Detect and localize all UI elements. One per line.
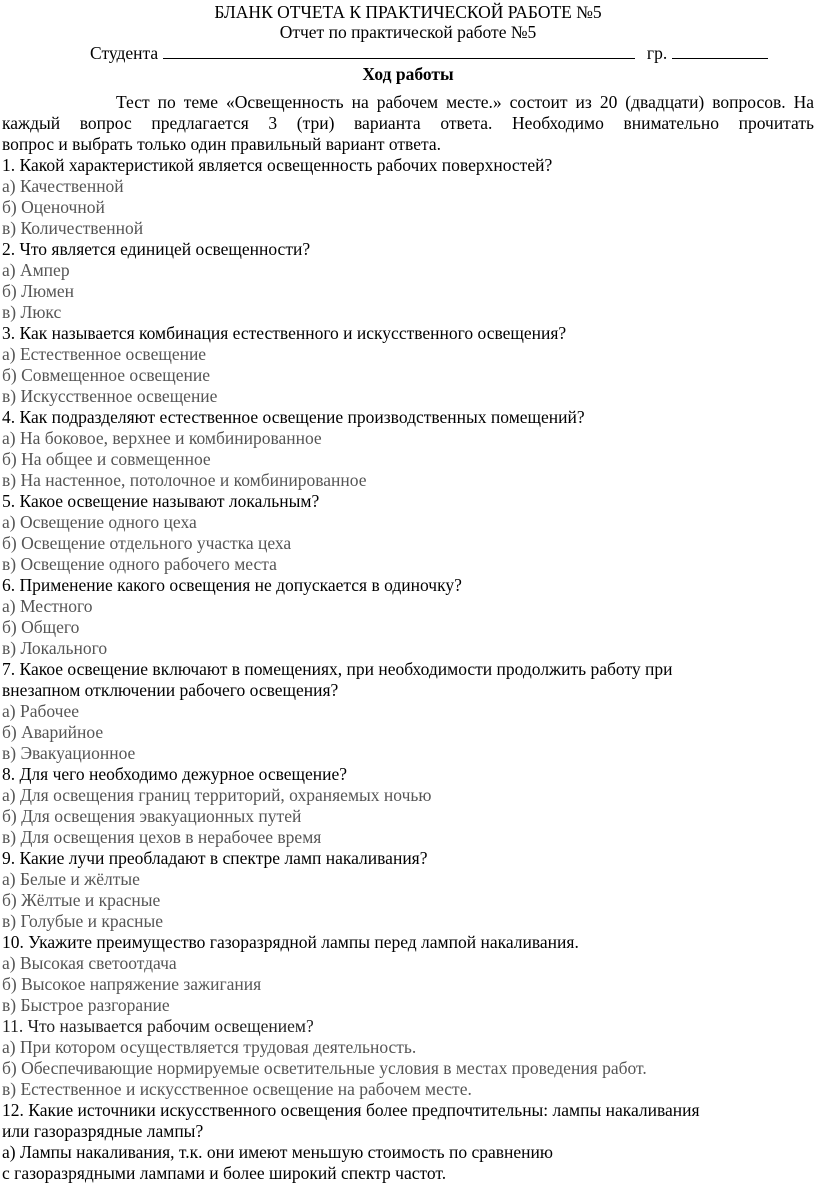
intro-line-2: каждый вопрос предлагается 3 (три) варианта ответа. Необходимо внимательно прочитать bbox=[2, 113, 814, 133]
answer-4c: в) На настенное, потолочное и комбинированное bbox=[2, 470, 367, 490]
answer-8a: а) Для освещения границ территорий, охраняемых ночью bbox=[2, 785, 432, 805]
question-6: 6. Применение какого освещения не допускается в одиночку? bbox=[2, 575, 462, 595]
document-subtitle: Отчет по практической работе №5 bbox=[279, 22, 537, 42]
question-11: 11. Что называется рабочим освещением? bbox=[2, 1016, 314, 1036]
answer-6a: а) Местного bbox=[2, 596, 93, 616]
question-8: 8. Для чего необходимо дежурное освещение? bbox=[2, 764, 348, 784]
answer-11b: б) Обеспечивающие нормируемые осветительные условия в местах проведения работ. bbox=[2, 1058, 647, 1078]
answer-3a: а) Естественное освещение bbox=[2, 344, 207, 364]
answer-2c: в) Люкс bbox=[2, 302, 62, 322]
answer-10c: в) Быстрое разгорание bbox=[2, 995, 170, 1015]
answer-2a: а) Ампер bbox=[2, 260, 70, 280]
answer-12a-cont: с газоразрядными лампами и более широкий спектр частот. bbox=[2, 1163, 447, 1183]
answer-8c: в) Для освещения цехов в нерабочее время bbox=[2, 827, 322, 847]
answer-10b: б) Высокое напряжение зажигания bbox=[2, 974, 262, 994]
section-title: Ход работы bbox=[362, 64, 454, 84]
answer-7b: б) Аварийное bbox=[2, 722, 104, 742]
answer-7a: а) Рабочее bbox=[2, 701, 80, 721]
group-label: гр. bbox=[646, 43, 668, 63]
answer-11c: в) Естественное и искусственное освещение на рабочем месте. bbox=[2, 1079, 472, 1099]
answer-5b: б) Освещение отдельного участка цеха bbox=[2, 533, 292, 553]
question-12-cont: или газоразрядные лампы? bbox=[2, 1121, 204, 1141]
question-10: 10. Укажите преимущество газоразрядной лампы перед лампой накаливания. bbox=[2, 932, 579, 952]
group-blank[interactable] bbox=[672, 42, 768, 59]
answer-3c: в) Искусственное освещение bbox=[2, 386, 218, 406]
answer-6b: б) Общего bbox=[2, 617, 80, 637]
answer-1a: а) Качественной bbox=[2, 176, 124, 196]
answer-8b: б) Для освещения эвакуационных путей bbox=[2, 806, 302, 826]
answer-7c: в) Эвакуационное bbox=[2, 743, 136, 763]
question-4: 4. Как подразделяют естественное освещение производственных помещений? bbox=[2, 407, 585, 427]
answer-4b: б) На общее и совмещенное bbox=[2, 449, 211, 469]
student-line bbox=[90, 42, 768, 64]
answer-5c: в) Освещение одного рабочего места bbox=[2, 554, 277, 574]
answer-5a: а) Освещение одного цеха bbox=[2, 512, 197, 532]
question-7: 7. Какое освещение включают в помещениях, при необходимости продолжить работу при bbox=[2, 659, 673, 679]
question-12: 12. Какие источники искусственного освещения более предпочтительны: лампы накаливания bbox=[2, 1100, 700, 1120]
question-5: 5. Какое освещение называют локальным? bbox=[2, 491, 320, 511]
answer-9a: а) Белые и жёлтые bbox=[2, 869, 140, 889]
answer-2b: б) Люмен bbox=[2, 281, 75, 301]
answer-3b: б) Совмещенное освещение bbox=[2, 365, 211, 385]
question-2: 2. Что является единицей освещенности? bbox=[2, 239, 311, 259]
question-1: 1. Какой характеристикой является освещенность рабочих поверхностей? bbox=[2, 155, 553, 175]
student-name-blank[interactable] bbox=[163, 42, 635, 59]
document-title: БЛАНК ОТЧЕТА К ПРАКТИЧЕСКОЙ РАБОТЕ №5 bbox=[214, 2, 602, 22]
answer-4a: а) На боковое, верхнее и комбинированное bbox=[2, 428, 322, 448]
question-9: 9. Какие лучи преобладают в спектре ламп накаливания? bbox=[2, 848, 428, 868]
answer-11a: а) При котором осуществляется трудовая деятельность. bbox=[2, 1037, 417, 1057]
intro-line-1: Тест по теме «Освещенность на рабочем месте.» состоит из 20 (двадцати) вопросов. На bbox=[116, 92, 814, 112]
answer-1b: б) Оценочной bbox=[2, 197, 105, 217]
answer-6c: в) Локального bbox=[2, 638, 108, 658]
answer-10a: а) Высокая светоотдача bbox=[2, 953, 177, 973]
student-label: Студента bbox=[90, 43, 159, 63]
intro-line-3: вопрос и выбрать только один правильный вариант ответа. bbox=[2, 134, 441, 154]
answer-9b: б) Жёлтые и красные bbox=[2, 890, 161, 910]
question-7-cont: внезапном отключении рабочего освещения? bbox=[2, 680, 339, 700]
answer-12a: а) Лампы накаливания, т.к. они имеют меньшую стоимость по сравнению bbox=[2, 1142, 553, 1162]
question-3: 3. Как называется комбинация естественного и искусственного освещения? bbox=[2, 323, 567, 343]
answer-9c: в) Голубые и красные bbox=[2, 911, 164, 931]
answer-1c: в) Количественной bbox=[2, 218, 144, 238]
